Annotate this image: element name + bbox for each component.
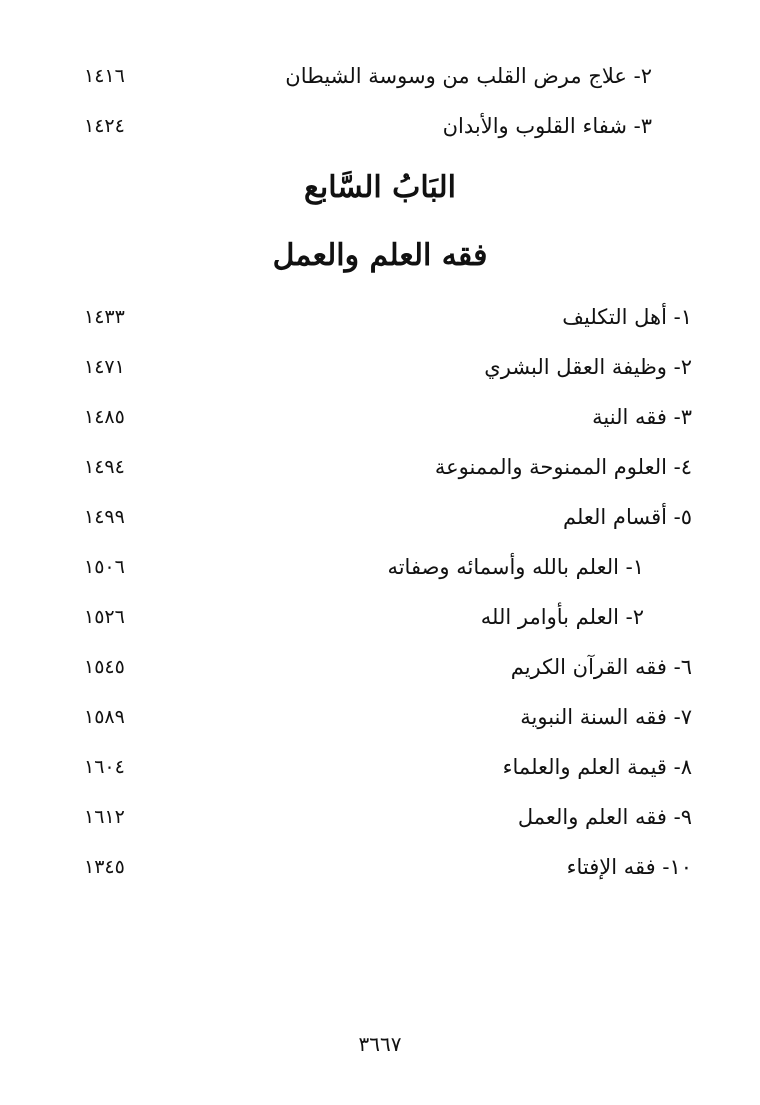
toc-entry-title: ١- أهل التكليف xyxy=(562,305,692,329)
toc-entry-title: ١- العلم بالله وأسمائه وصفاته xyxy=(387,555,644,579)
toc-entry-page: ١٤٣٣ xyxy=(84,306,125,328)
toc-entry-title: ٣- شفاء القلوب والأبدان xyxy=(442,114,652,138)
toc-entry-page: ١٦١٢ xyxy=(84,806,125,828)
toc-entry xyxy=(0,652,760,692)
page-number: ٣٦٦٧ xyxy=(358,1032,402,1056)
toc-entry xyxy=(0,352,760,392)
toc-entry-title: ٧- فقه السنة النبوية xyxy=(520,705,692,729)
toc-entry-title: ٢- العلم بأوامر الله xyxy=(480,605,644,629)
chapter-label: البَابُ السَّابع xyxy=(303,170,457,205)
toc-entry-title: ٨- قيمة العلم والعلماء xyxy=(502,755,692,779)
toc-entry-page: ١٥٠٦ xyxy=(84,556,125,578)
toc-entry-page: ١٤٩٩ xyxy=(84,506,125,528)
toc-entry-title: ٥- أقسام العلم xyxy=(562,505,692,529)
toc-entry xyxy=(0,402,760,442)
toc-entry-title: ١٠- فقه الإفتاء xyxy=(566,855,692,879)
toc-entry-page: ١٤٧١ xyxy=(84,356,125,378)
toc-entry xyxy=(0,802,760,842)
toc-entry-title: ٢- وظيفة العقل البشري xyxy=(484,355,692,379)
toc-entry-page: ١٥٢٦ xyxy=(84,606,125,628)
toc-entry xyxy=(0,452,760,492)
toc-entry xyxy=(0,61,760,101)
toc-entry xyxy=(0,752,760,792)
toc-entry-page: ١٤٩٤ xyxy=(84,456,125,478)
toc-entry-page: ١٤٢٤ xyxy=(84,115,125,137)
toc-entry xyxy=(0,852,760,892)
toc-subentry xyxy=(0,602,760,642)
toc-entry-title: ٣- فقه النية xyxy=(592,405,692,429)
toc-entry-page: ١٦٠٤ xyxy=(84,756,125,778)
toc-entry-page: ١٥٨٩ xyxy=(84,706,125,728)
toc-entry-title: ٢- علاج مرض القلب من وسوسة الشيطان xyxy=(285,64,652,88)
toc-entry-title: ٤- العلوم الممنوحة والممنوعة xyxy=(434,455,692,479)
toc-entry xyxy=(0,111,760,151)
toc-subentry xyxy=(0,552,760,592)
toc-entry-page: ١٣٤٥ xyxy=(84,856,125,878)
toc-entry-title: ٦- فقه القرآن الكريم xyxy=(510,655,692,679)
chapter-title: فقه العلم والعمل xyxy=(272,238,488,273)
toc-entry-page: ١٤٨٥ xyxy=(84,406,125,428)
toc-entry xyxy=(0,502,760,542)
toc-entry xyxy=(0,302,760,342)
toc-entry xyxy=(0,702,760,742)
toc-entry-page: ١٥٤٥ xyxy=(84,656,125,678)
toc-entry-title: ٩- فقه العلم والعمل xyxy=(517,805,692,829)
toc-entry-page: ١٤١٦ xyxy=(84,65,125,87)
